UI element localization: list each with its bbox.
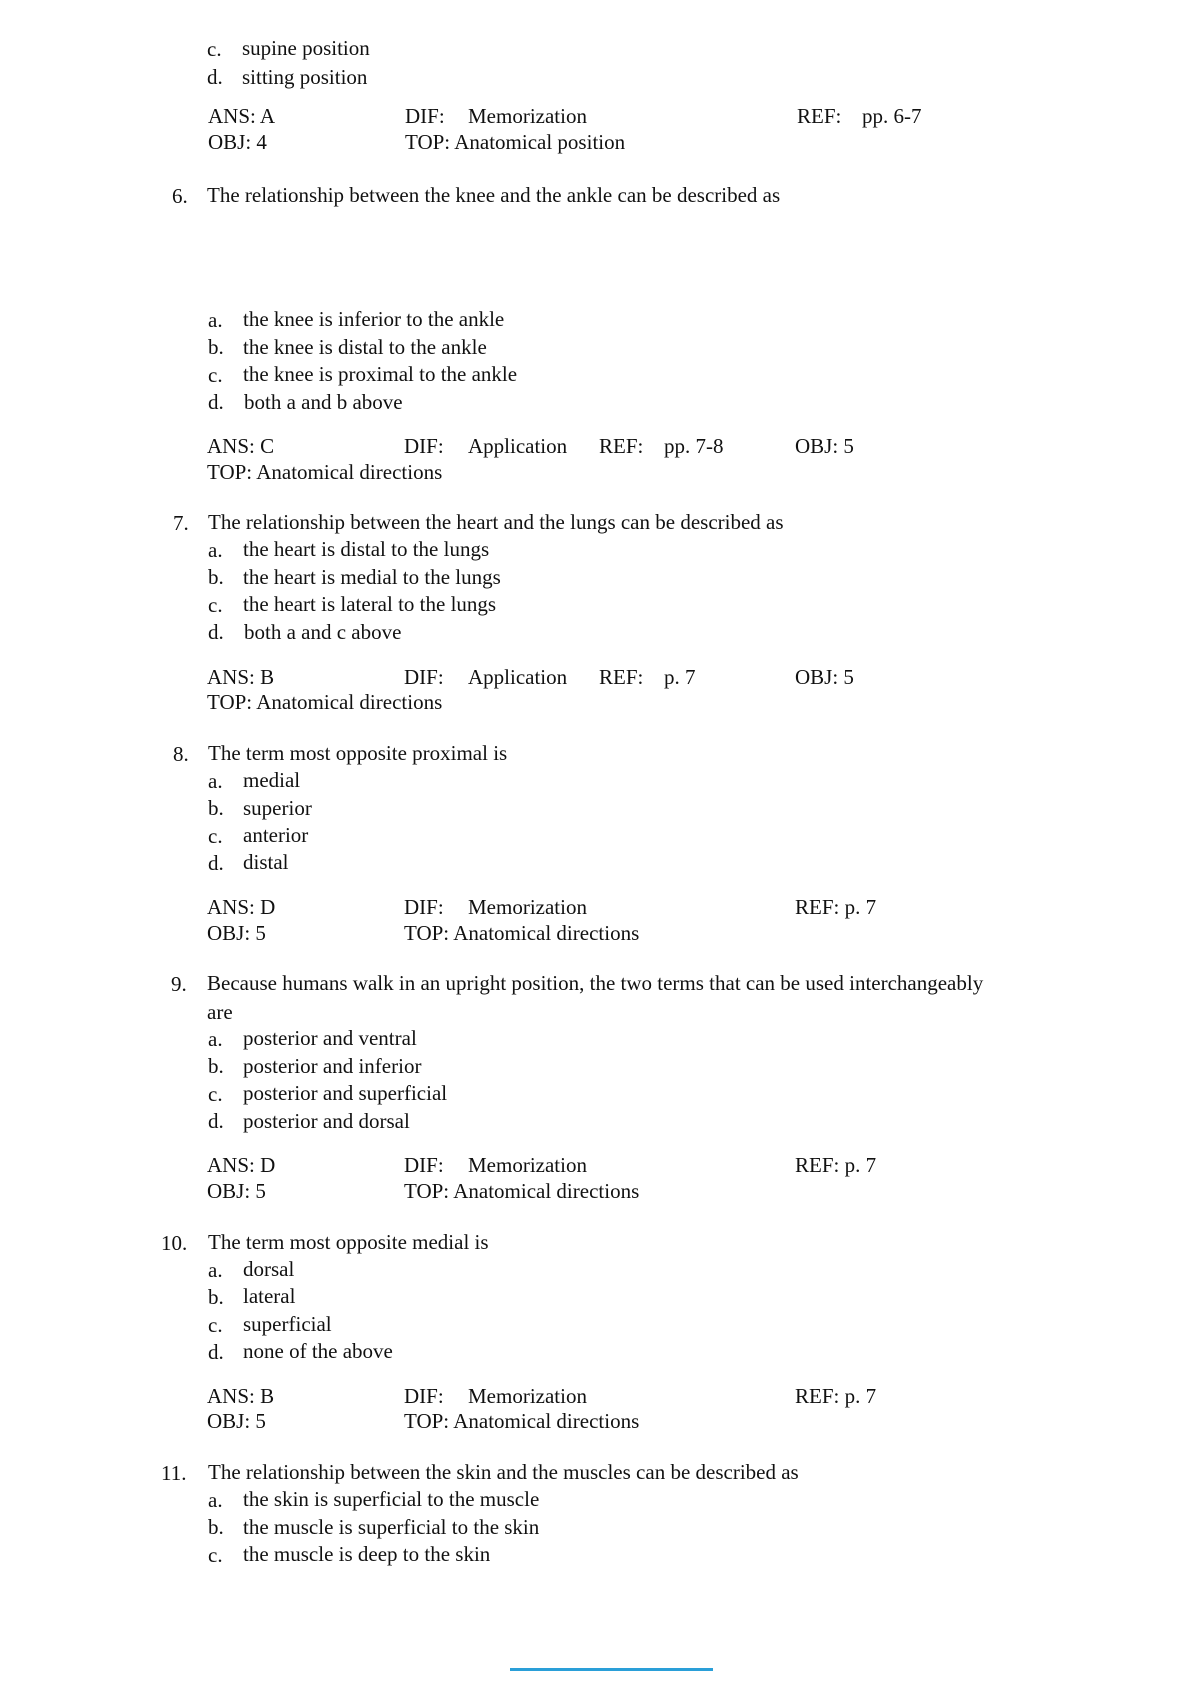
- option-letter: d.: [208, 851, 224, 875]
- difficulty-value: Memorization: [468, 104, 587, 128]
- question-stem: The term most opposite medial is: [208, 1230, 489, 1254]
- option-text: posterior and ventral: [243, 1026, 417, 1050]
- reference: REF: p. 7: [795, 1153, 877, 1177]
- option-letter: a.: [208, 1488, 223, 1512]
- option-letter: a.: [208, 308, 223, 332]
- reference-value: p. 7: [664, 665, 696, 689]
- question-number: 11.: [161, 1461, 187, 1485]
- option-text: lateral: [243, 1284, 296, 1308]
- objective: OBJ: 5: [795, 665, 854, 689]
- difficulty-value: Memorization: [468, 1384, 587, 1408]
- topic: TOP: Anatomical directions: [207, 460, 443, 484]
- answer-key: ANS: B: [207, 1384, 275, 1408]
- option-letter: c.: [208, 824, 223, 848]
- difficulty-label: DIF:: [404, 895, 444, 919]
- difficulty-value: Application: [468, 434, 568, 458]
- difficulty-value: Memorization: [468, 1153, 587, 1177]
- option-letter: b.: [208, 1515, 224, 1539]
- option-letter: b.: [208, 335, 224, 359]
- topic: TOP: Anatomical directions: [207, 690, 443, 714]
- reference-value: pp. 6-7: [862, 104, 922, 128]
- option-text: distal: [243, 850, 289, 874]
- option-letter: c.: [208, 1543, 223, 1567]
- option-text: sitting position: [242, 65, 368, 89]
- option-letter: b.: [208, 796, 224, 820]
- option-text: the heart is distal to the lungs: [243, 537, 490, 561]
- difficulty-label: DIF:: [404, 665, 444, 689]
- option-text: posterior and superficial: [243, 1081, 448, 1105]
- option-text: medial: [243, 768, 301, 792]
- answer-key: ANS: D: [207, 1153, 276, 1177]
- question-stem: The relationship between the skin and the muscles can be described as: [208, 1460, 799, 1484]
- objective: OBJ: 4: [208, 130, 267, 154]
- option-letter: c.: [208, 593, 223, 617]
- topic: TOP: Anatomical directions: [404, 921, 640, 945]
- option-text: the heart is medial to the lungs: [243, 565, 501, 589]
- difficulty-label: DIF:: [404, 1384, 444, 1408]
- option-text: both a and b above: [244, 390, 403, 414]
- footer-divider: [510, 1668, 713, 1671]
- option-text: the muscle is deep to the skin: [243, 1542, 491, 1566]
- reference: REF: p. 7: [795, 1384, 877, 1408]
- answer-key: ANS: D: [207, 895, 276, 919]
- question-stem: The term most opposite proximal is: [208, 741, 508, 765]
- objective: OBJ: 5: [207, 1409, 266, 1433]
- option-letter: a.: [208, 538, 223, 562]
- option-letter: a.: [208, 1027, 223, 1051]
- option-text: the knee is distal to the ankle: [243, 335, 487, 359]
- option-letter: d.: [208, 620, 224, 644]
- option-text: the heart is lateral to the lungs: [243, 592, 497, 616]
- reference-label: REF:: [599, 434, 644, 458]
- topic: TOP: Anatomical directions: [404, 1179, 640, 1203]
- reference-label: REF:: [599, 665, 644, 689]
- topic: TOP: Anatomical directions: [404, 1409, 640, 1433]
- difficulty-label: DIF:: [405, 104, 445, 128]
- option-letter: c.: [208, 1313, 223, 1337]
- reference-label: REF:: [797, 104, 842, 128]
- option-text: none of the above: [243, 1339, 393, 1363]
- question-number: 8.: [173, 742, 189, 766]
- answer-key: ANS: B: [207, 665, 275, 689]
- option-text: superficial: [243, 1312, 332, 1336]
- option-letter: a.: [208, 769, 223, 793]
- question-stem: The relationship between the knee and the ankle can be described as: [207, 183, 781, 207]
- option-letter: d.: [208, 1109, 224, 1133]
- question-stem-continued: are: [207, 1000, 233, 1024]
- option-text: posterior and inferior: [243, 1054, 422, 1078]
- option-text: superior: [243, 796, 312, 820]
- option-letter: d.: [208, 1340, 224, 1364]
- option-text: anterior: [243, 823, 309, 847]
- difficulty-value: Application: [468, 665, 568, 689]
- difficulty-value: Memorization: [468, 895, 587, 919]
- answer-key: ANS: C: [207, 434, 275, 458]
- difficulty-label: DIF:: [404, 1153, 444, 1177]
- difficulty-label: DIF:: [404, 434, 444, 458]
- objective: OBJ: 5: [207, 921, 266, 945]
- option-letter: b.: [208, 1054, 224, 1078]
- reference: REF: p. 7: [795, 895, 877, 919]
- option-letter: c.: [208, 363, 223, 387]
- option-text: dorsal: [243, 1257, 295, 1281]
- question-number: 10.: [161, 1231, 188, 1255]
- objective: OBJ: 5: [207, 1179, 266, 1203]
- option-text: both a and c above: [244, 620, 402, 644]
- answer-key: ANS: A: [208, 104, 276, 128]
- question-stem: The relationship between the heart and the lungs can be described as: [208, 510, 784, 534]
- objective: OBJ: 5: [795, 434, 854, 458]
- question-number: 9.: [171, 972, 187, 996]
- option-text: the muscle is superficial to the skin: [243, 1515, 540, 1539]
- option-text: the knee is inferior to the ankle: [243, 307, 505, 331]
- option-letter: d.: [207, 65, 223, 89]
- option-letter: d.: [208, 390, 224, 414]
- option-letter: a.: [208, 1258, 223, 1282]
- option-text: the skin is superficial to the muscle: [243, 1487, 540, 1511]
- option-text: the knee is proximal to the ankle: [243, 362, 518, 386]
- option-letter: c.: [207, 37, 222, 61]
- option-text: supine position: [242, 36, 370, 60]
- option-letter: b.: [208, 1285, 224, 1309]
- question-number: 6.: [172, 184, 188, 208]
- reference-value: pp. 7-8: [664, 434, 724, 458]
- topic: TOP: Anatomical position: [405, 130, 626, 154]
- question-number: 7.: [173, 511, 189, 535]
- option-letter: b.: [208, 565, 224, 589]
- option-text: posterior and dorsal: [243, 1109, 410, 1133]
- option-letter: c.: [208, 1082, 223, 1106]
- question-stem: Because humans walk in an upright position, the two terms that can be used interchangeably: [207, 971, 984, 995]
